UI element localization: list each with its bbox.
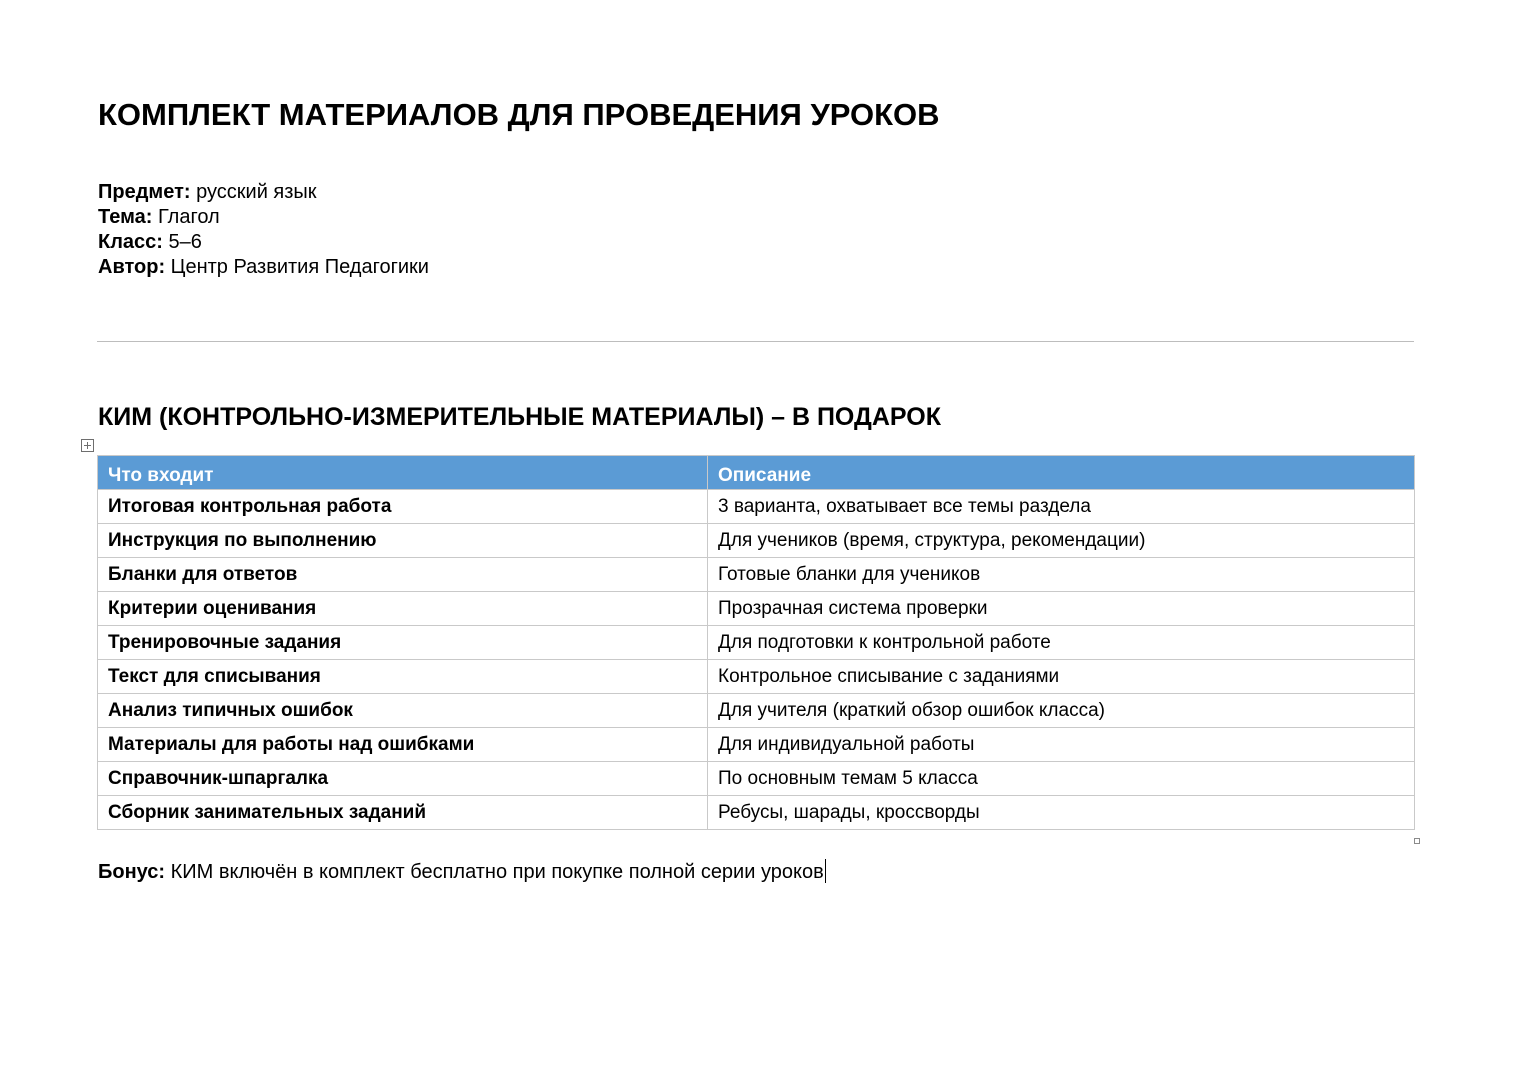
- meta-author-value: Центр Развития Педагогики: [170, 256, 429, 278]
- bonus-label: Бонус:: [98, 861, 166, 883]
- page-title: КОМПЛЕКТ МАТЕРИАЛОВ ДЛЯ ПРОВЕДЕНИЯ УРОКОВ: [98, 97, 940, 132]
- table-header-row: [98, 456, 1415, 490]
- table-cell-item[interactable]: Инструкция по выполнению: [98, 524, 708, 558]
- meta-grade: [98, 230, 429, 255]
- table-cell-description[interactable]: Для подготовки к контрольной работе: [708, 626, 1415, 660]
- table-row: [98, 796, 1415, 830]
- table-row: [98, 660, 1415, 694]
- table-cell-description[interactable]: Для учеников (время, структура, рекомендации): [708, 524, 1415, 558]
- bonus-text: КИМ включён в комплект бесплатно при покупке полной серии уроков: [170, 861, 824, 883]
- table-cell-description[interactable]: Для учителя (краткий обзор ошибок класса): [708, 694, 1415, 728]
- bonus-paragraph[interactable]: [98, 859, 826, 885]
- table-cell-description[interactable]: Прозрачная система проверки: [708, 592, 1415, 626]
- table-cell-description[interactable]: 3 варианта, охватывает все темы раздела: [708, 490, 1415, 524]
- table-cell-item[interactable]: Бланки для ответов: [98, 558, 708, 592]
- table-cell-item[interactable]: Тренировочные задания: [98, 626, 708, 660]
- table-row: [98, 728, 1415, 762]
- table-row: [98, 694, 1415, 728]
- meta-topic-value: Глагол: [157, 206, 220, 228]
- table-row: [98, 626, 1415, 660]
- column-header-item[interactable]: Что входит: [98, 456, 708, 490]
- meta-subject: [98, 180, 429, 205]
- meta-subject-value: русский язык: [196, 181, 317, 203]
- meta-grade-label: Класс:: [98, 231, 163, 253]
- meta-topic-label: Тема:: [98, 206, 153, 228]
- meta-grade-value: 5–6: [168, 231, 202, 253]
- table-cell-description[interactable]: Готовые бланки для учеников: [708, 558, 1415, 592]
- meta-author-label: Автор:: [98, 256, 166, 278]
- table-cell-description[interactable]: Контрольное списывание с заданиями: [708, 660, 1415, 694]
- table-cell-description[interactable]: Для индивидуальной работы: [708, 728, 1415, 762]
- column-header-description[interactable]: Описание: [708, 456, 1415, 490]
- meta-subject-label: Предмет:: [98, 181, 191, 203]
- table-move-handle-icon[interactable]: [81, 439, 94, 452]
- kit-contents-table[interactable]: [97, 455, 1415, 830]
- table-cell-item[interactable]: Анализ типичных ошибок: [98, 694, 708, 728]
- table-row: [98, 762, 1415, 796]
- table-cell-item[interactable]: Материалы для работы над ошибками: [98, 728, 708, 762]
- table-cell-description[interactable]: По основным темам 5 класса: [708, 762, 1415, 796]
- table-cell-item[interactable]: Критерии оценивания: [98, 592, 708, 626]
- table-row: [98, 592, 1415, 626]
- text-cursor: [825, 859, 826, 883]
- table-cell-description[interactable]: Ребусы, шарады, кроссворды: [708, 796, 1415, 830]
- table-cell-item[interactable]: Справочник-шпаргалка: [98, 762, 708, 796]
- table-row: [98, 490, 1415, 524]
- horizontal-divider: [97, 341, 1414, 342]
- table-row: [98, 558, 1415, 592]
- section-title: КИМ (КОНТРОЛЬНО-ИЗМЕРИТЕЛЬНЫЕ МАТЕРИАЛЫ) – В ПОДАРОК: [98, 403, 941, 431]
- table-resize-handle-icon[interactable]: [1414, 838, 1420, 844]
- meta-author: [98, 255, 429, 280]
- table-cell-item[interactable]: Сборник занимательных заданий: [98, 796, 708, 830]
- document-meta: [98, 180, 429, 280]
- table-row: [98, 524, 1415, 558]
- table-cell-item[interactable]: Итоговая контрольная работа: [98, 490, 708, 524]
- table-cell-item[interactable]: Текст для списывания: [98, 660, 708, 694]
- meta-topic: [98, 205, 429, 230]
